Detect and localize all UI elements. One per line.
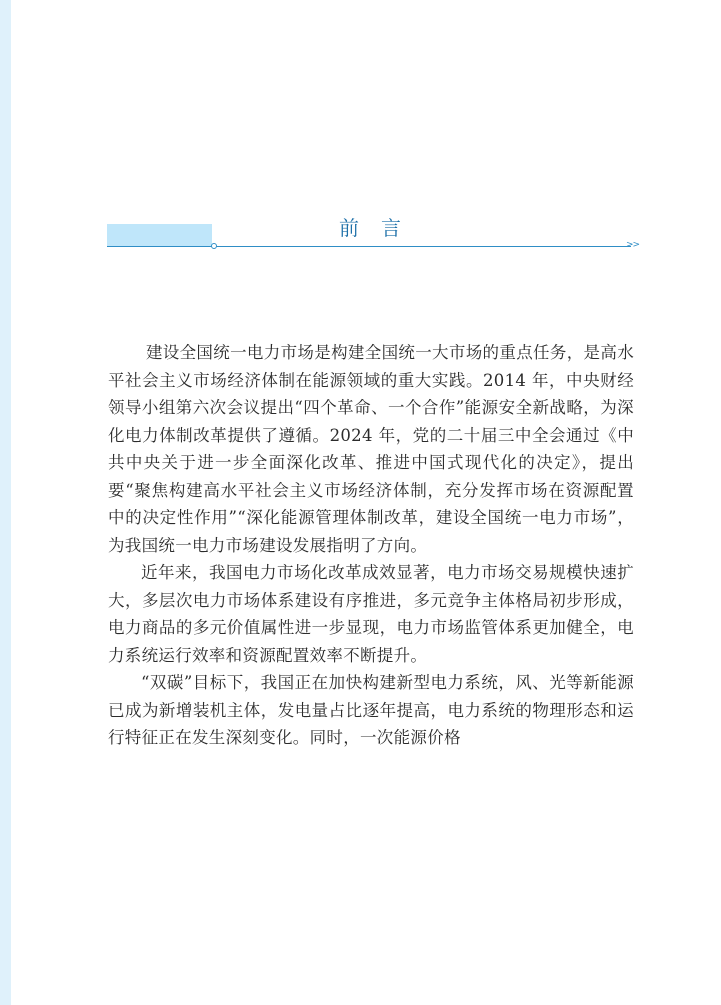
paragraph-3: “双碳”目标下，我国正在加快构建新型电力系统，风、光等新能源已成为新增装机主体，发电量占比逐年提高，电力系统的物理形态和运行特征正在发生深刻变化。同时，一次能源价格 bbox=[108, 673, 634, 747]
double-chevron-right-icon: >> bbox=[626, 240, 640, 250]
section-heading bbox=[107, 210, 640, 255]
heading-rule-node bbox=[211, 243, 217, 249]
heading-rule-line bbox=[107, 246, 631, 247]
page-title: 前言 bbox=[339, 216, 423, 240]
paragraph-1: 建设全国统一电力市场是构建全国统一大市场的重点任务，是高水平社会主义市场经济体制在能源领域的重大实践。2014 年，中央财经领导小组第六次会议提出“四个革命、一个合作”能源安全新战略，为深化电力体制改革提供了遵循。2024 年，党的二十届三中全会通过《中共中央关于进一步全面深化改革、推进中国式现代化的决定》，提出要“聚焦构建高水平社会主义市场经济体制，充分发挥市场在资源配置中的决定性作用”“深化能源管理体制改革，建设全国统一电力市场”，为我国统一电力市场建设发展指明了方向。 bbox=[108, 343, 634, 555]
heading-accent-bar bbox=[107, 224, 212, 246]
paragraph-2: 近年来，我国电力市场化改革成效显著，电力市场交易规模快速扩大，多层次电力市场体系建设有序推进，多元竞争主体格局初步形成，电力商品的多元价值属性进一步显现，电力市场监管体系更加健全，电力系统运行效率和资源配置效率不断提升。 bbox=[108, 563, 634, 665]
page-edge-strip bbox=[0, 0, 11, 1005]
preface-body bbox=[108, 339, 634, 752]
